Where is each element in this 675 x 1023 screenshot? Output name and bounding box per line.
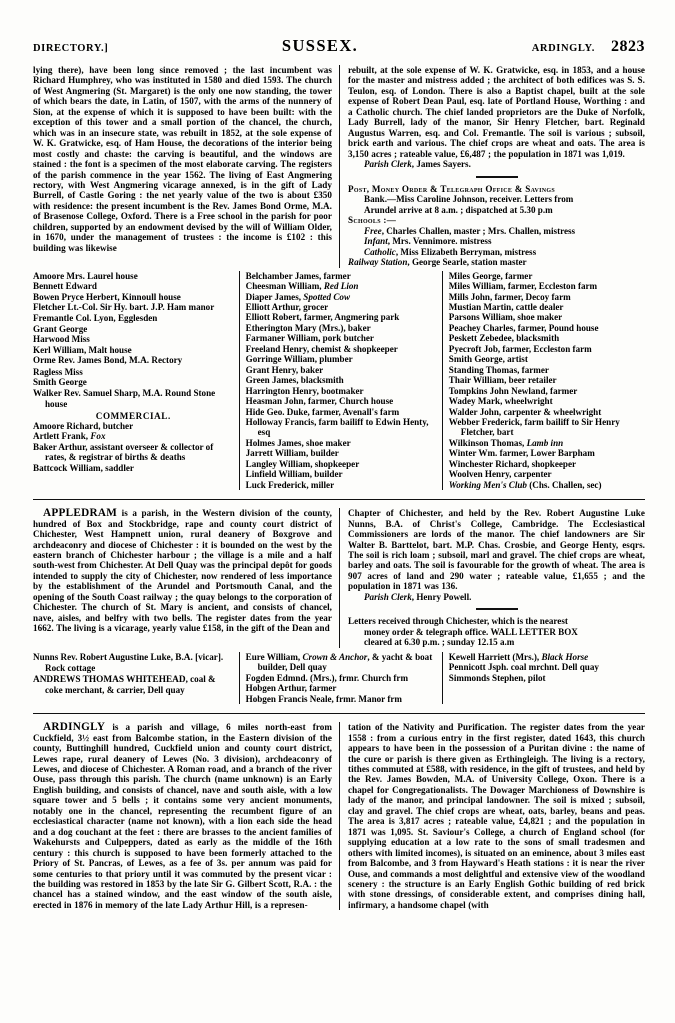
- appledram-text-columns: [33, 508, 645, 648]
- list-item: Heasman John, farmer, Church house: [245, 396, 394, 407]
- railway-station-detail: , George Searle, station master: [407, 257, 527, 268]
- list-item: Mustian Martin, cattle dealer: [448, 302, 564, 313]
- parish-separator-rule-1: [33, 499, 645, 500]
- letters-line3: cleared at 6.30 p.m. ; sunday 12.15 a.m: [364, 637, 515, 648]
- angmering-post-office-block: [348, 184, 645, 268]
- list-item: Kerl William, Malt house: [33, 344, 132, 355]
- list-item: Holmes James, shoe maker: [245, 437, 351, 448]
- list-item: Parsons William, shoe maker: [448, 312, 563, 323]
- list-item: Artlett Frank, Fox: [33, 431, 106, 442]
- appledram-directory-column-2: [239, 652, 442, 704]
- angmering-left-column: [33, 65, 339, 268]
- railway-station-label: Railway Station: [348, 257, 408, 268]
- list-item: Standing Thomas, farmer: [448, 364, 549, 375]
- list-item: Walker Rev. Samuel Sharp, M.A. Round Stone house: [33, 387, 216, 410]
- list-item: Winchester Richard, shopkeeper: [448, 458, 577, 469]
- list-item: Elliott Robert, farmer, Angmering park: [245, 312, 400, 323]
- appledram-directory-column-1: [33, 652, 239, 704]
- list-item: Walder John, carpenter & wheelwright: [448, 406, 602, 417]
- list-item: Fletcher Lt.-Col. Sir Hy. bart. J.P. Ham manor: [33, 302, 215, 314]
- angmering-right-paragraph: rebuilt, at the sole expense of W. K. Gratwicke, esq. in 1853, and a house for the master and mistress added ; the architect of both edifices was S. S. Teulon, esq. of London. There is also a Baptist chapel, built at the sole expense of Robert Dean Paul, esq. late of Portland House, Worthing : and a Catholic church. The chief landed proprietors are the Duke of Norfolk, Lady Burrell, lady of the manor, Sir Henry Fletcher, bart. Reginald Augustus Warren, esq. and Col. Fremantle. The soil is various ; subsoil, brick earth and various. The chief crops are wheat and oats. The area is 3,150 acres ; rateable value, £6,487 ; the population in 1871 was 1,019.: [348, 65, 645, 159]
- page-sheet: [33, 36, 645, 1001]
- list-item: Fogden Edmnd. (Mrs.), frmr. Church frm: [245, 672, 409, 683]
- list-item: Hobgen Arthur, farmer: [245, 683, 337, 694]
- running-head-place-label: ARDINGLY.: [531, 43, 595, 54]
- school-infant-detail: , Mrs. Vennimore. mistress: [387, 236, 492, 247]
- list-item: Battcock William, saddler: [33, 462, 134, 473]
- angmering-parish-clerk-label: Parish Clerk: [364, 159, 412, 170]
- school-catholic-detail: , Miss Elizabeth Berryman, mistress: [395, 246, 537, 257]
- post-office-line3: Arundel arrive at 8 a.m. ; dispatched at 5.30 p.m: [364, 204, 553, 215]
- appledram-left-text: is a parish, in the Western division of the county, hundred of Box and Stockbridge, rape and county court district of Chichester, West Hampnett union, rural deanery of Boxgrove and archdeaconry and diocese of Chichester : it is bounded on the west by the eastern branch of Chichester harbour ; the village is a mile and a half south-west from Chichester. At Dell Quay was the principal depôt for goods intended to supply the city of Chichester, now rendered of less importance by the establishment of the Arundel and Portsmouth Canal, and the opening of the South Coast railway ; the quay belongs to the corporation of Chichester. The church of St. Mary is ancient, and consists of chancel, nave, aisles, and belfry with two bells. The register dates from the year 1662. The living is a vicarage, yearly value £158, in the gift of the Dean and: [33, 508, 332, 634]
- running-head-left: [33, 43, 108, 54]
- ardingly-left-paragraph: [33, 722, 332, 910]
- appledram-parish-clerk-label: Parish Clerk: [364, 591, 412, 602]
- angmering-directory-column-2: [239, 271, 442, 491]
- list-item: Freeland Henry, chemist & shopkeeper: [245, 343, 398, 354]
- parish-separator-rule-2: [33, 713, 645, 714]
- angmering-left-paragraph: lying there), have been long since removed ; the last incumbent was Richard Humphrey, who was instituted in 1580 and died 1593. The church of West Angmering (St. Margaret) is the only one now standing, the tower of which bears the date, in Latin, of 1507, with the arms of the nunnery of Sion, at the expense of which it is supposed to have been built: with the exception of this tower and a small portion of the chancel, the church, which was in an insecure state, was rebuilt in 1852, at the sole expense of W. K. Gratwicke, esq. of Ham House, the decorations of the interior being most costly and chaste: the carving is beautiful, and the windows are stained : the font is a specimen of the most elaborate carving. The registers of the parish commence in the year 1562. The living of East Angmering rectory, with West Angmering vicarage annexed, is in the gift of Lady Burrell, of Castle Goring : the net yearly value of the two is about £350 with residence: the present incumbent is the Rev. James Bond Orme, M.A. of Brasenose College, Oxford. There is a Free school in the parish for poor children, supported by an endowment devised by the will of William Older, in 1670, under the management of trustees : the income is £102 : this building was likewise: [33, 65, 332, 253]
- running-head-directory-label: DIRECTORY.]: [33, 43, 109, 54]
- appledram-directory-column-3: [442, 652, 645, 704]
- list-item: Amoore Richard, butcher: [33, 421, 134, 432]
- list-item: Webber Frederick, farm bailiff to Sir Henry Fletcher, bart: [448, 417, 620, 438]
- school-infant: [348, 236, 645, 247]
- list-item: Simmonds Stephen, pilot: [448, 672, 546, 683]
- letters-line2: money order & telegraph office. WALL LETTER BOX: [364, 626, 578, 637]
- list-item: Elliott Arthur, grocer: [245, 302, 329, 313]
- list-item: Peskett Zebedee, blacksmith: [448, 333, 560, 344]
- list-item: Pennicott Jsph. coal mrchnt. Dell quay: [448, 662, 599, 673]
- list-item: Diaper James, Spotted Cow: [245, 291, 351, 302]
- list-item: Miles William, farmer, Eccleston farm: [448, 281, 598, 292]
- ardingly-place-name: ARDINGLY: [43, 721, 106, 734]
- angmering-parish-clerk-name: , James Sayers.: [411, 159, 471, 170]
- list-item: Harwood Miss: [33, 334, 90, 345]
- appledram-right-paragraph: Chapter of Chichester, and held by the Rev. Robert Augustine Luke Nunns, B.A. of Christ's College, Cambridge. The Ecclesiastical Commissioners are lords of the manor. The chief landowners are Sir Walter B. Barttelot, bart. M.P. Chas. Crosbie, and George Henty, esqrs. The soil is rich loam ; subsoil, marl and gravel. The chief crops are wheat, barley and oats. The soil is favourable for the growth of wheat. The area is 907 acres of land and 290 water ; rateable value, £1,655 ; and the population in 1871 was 136.: [348, 508, 645, 592]
- list-item: Ragless Miss: [33, 366, 83, 377]
- list-item: Bennett Edward: [33, 281, 97, 292]
- list-item: Luck Frederick, miller: [245, 479, 335, 490]
- railway-station: [348, 257, 645, 268]
- post-office-line2: Bank.—Miss Caroline Johnson, receiver. Letters from: [364, 194, 574, 205]
- list-item: Linfield William, builder: [245, 469, 343, 480]
- list-item: Wadey Mark, wheelwright: [448, 396, 553, 407]
- ardingly-left-column: [33, 722, 339, 910]
- list-item: Miles George, farmer: [448, 270, 533, 281]
- list-item: Wilkinson Thomas, Lamb inn: [448, 437, 564, 448]
- school-infant-label: Infant: [364, 236, 388, 247]
- angmering-directory-column-1: [33, 271, 239, 491]
- section-divider-rule: [476, 176, 518, 178]
- list-item: Fremantle Col. Lyon, Egglesden: [33, 313, 158, 324]
- list-item: Bowen Pryce Herbert, Kinnoull house: [33, 291, 181, 302]
- list-item: ANDREWS THOMAS WHITEHEAD, coal & coke merchant, & carrier, Dell quay: [33, 673, 216, 696]
- running-head-right: [532, 38, 645, 56]
- list-item: Pyecroft Job, farmer, Eccleston farm: [448, 343, 592, 354]
- commercial-section-heading: COMMERCIAL.: [95, 410, 171, 421]
- list-item: Smith George, artist: [448, 354, 528, 365]
- angmering-parish-clerk: [348, 159, 645, 170]
- list-item: Kewell Harriett (Mrs.), Black Horse: [448, 651, 589, 662]
- list-item: Orme Rev. James Bond, M.A. Rectory: [33, 355, 183, 367]
- angmering-directory-columns: [33, 271, 645, 491]
- appledram-right-column: [339, 508, 645, 648]
- ardingly-left-text: is a parish and village, 6 miles north-east from Cuckfield, 3½ east from Balcombe station, in the Eastern division of the county, Buttinghill hundred, Cuckfield union and county court district, Lewes rape, rural deanery of Lewes (No. 3 division), archdeaconry of Lewes, and diocese of Chichester. A Roman road, and a branch of the river Ouse, pass through this parish. The church (name unknown) is an Early English building, and consists of chancel, nave and south aisle, with a low square tower and 5 bells ; it contains some very ancient monuments, notably one in the chancel, representing the recumbent figure of an ecclesiastical character (name not known), with a lion each side the head and a dog couchant at the feet : there are brasses to the ancient families of Wakehursts and Culpeppers, dated as early as the middle of the 16th century : this church is supposed to have been formerly attached to the Priory of St. Pancras, of Lewes, as a fee of 3s. per annum was paid for some centuries to that priory until it was commuted by the present vicar : the building was restored in 1853 by the late Sir G. Gilbert Scott, R.A. : the chancel has a stained window, and the east window of the south aisle, erected in 1876 in memory of the late Lady Arthur Hill, is a represen-: [33, 722, 332, 910]
- angmering-right-column: [339, 65, 645, 268]
- school-free-label: Free: [364, 225, 382, 236]
- list-item: Working Men's Club (Chs. Challen, sec): [448, 479, 602, 490]
- list-item: Belchamber James, farmer: [245, 270, 351, 281]
- list-item: Jarrett William, builder: [245, 448, 339, 459]
- list-item: Peachey Charles, farmer, Pound house: [448, 322, 599, 333]
- school-catholic: [348, 247, 645, 258]
- list-item: Thair William, beer retailer: [448, 375, 557, 386]
- appledram-letters-block: [348, 616, 645, 648]
- list-item: Harrington Henry, bootmaker: [245, 385, 364, 396]
- list-item: Green James, blacksmith: [245, 375, 344, 386]
- angmering-directory-column-3: [442, 271, 645, 491]
- list-item: Etherington Mary (Mrs.), baker: [245, 322, 371, 333]
- running-head-county-title: SUSSEX.: [281, 36, 359, 55]
- list-item: Holloway Francis, farm bailiff to Edwin Henty, esq: [245, 417, 429, 438]
- list-item: Cheesman William, Red Lion: [245, 281, 359, 292]
- appledram-left-paragraph: [33, 508, 332, 633]
- appledram-parish-clerk: [348, 592, 645, 603]
- section-divider-rule: [476, 608, 518, 610]
- list-item: Hide Geo. Duke, farmer, Avenall's farm: [245, 406, 400, 417]
- list-item: Baker Arthur, assistant overseer & collector of rates, & registrar of births & deaths: [33, 441, 214, 463]
- appledram-left-column: [33, 508, 339, 648]
- list-item: Eure William, Crown & Anchor, & yacht & boat builder, Dell quay: [245, 651, 433, 673]
- running-head: [33, 36, 645, 56]
- letters-line1: Letters received through Chichester, which is the nearest: [348, 616, 568, 627]
- page-number: 2823: [610, 38, 645, 55]
- list-item: Amoore Mrs. Laurel house: [33, 270, 138, 281]
- list-item: Farmaner William, pork butcher: [245, 333, 374, 344]
- ardingly-text-columns: [33, 722, 645, 910]
- angmering-text-columns: [33, 65, 645, 268]
- appledram-parish-clerk-name: , Henry Powell.: [411, 591, 472, 602]
- appledram-directory-columns: [33, 652, 645, 704]
- list-item: Gorringe William, plumber: [245, 354, 353, 365]
- list-item: Hobgen Francis Neale, frmr. Manor frm: [245, 693, 402, 704]
- appledram-place-name: APPLEDRAM: [43, 507, 118, 520]
- list-item: Langley William, shopkeeper: [245, 458, 360, 469]
- list-item: Smith George: [33, 377, 87, 388]
- school-free: [348, 226, 645, 237]
- list-item: Grant George: [33, 323, 88, 334]
- list-item: Grant Henry, baker: [245, 364, 324, 375]
- list-item: Woolven Henry, carpenter: [448, 469, 552, 480]
- list-item: Tompkins John Newland, farmer: [448, 385, 578, 396]
- list-item: Mills John, farmer, Decoy farm: [448, 291, 571, 302]
- schools-heading: Schools :—: [348, 215, 397, 226]
- school-catholic-label: Catholic: [364, 246, 396, 257]
- school-free-detail: , Charles Challen, master ; Mrs. Challen, mistress: [381, 225, 576, 236]
- ardingly-right-column: [339, 722, 645, 910]
- ardingly-right-paragraph: tation of the Nativity and Purification. The register dates from the year 1558 : from a curious entry in the first register, dated 1643, this church appears to have been in the possession of a Puritan divine : the name of the cure or parish is there given as Erthingleigh. The living is a rectory, tithes commuted at £588, with residence, in the gift of trustees, and held by the Rev. James Bowden, M.A. of University College, Oxon. There is a chapel for Congregationalists. The Dowager Marchioness of Downshire is lady of the manor, and principal landowner. The soil is mixed ; subsoil, clay and gravel. The chief crops are wheat, oats, barley, beans and peas. The area is 3,817 acres ; rateable value, £4,821 ; and the population in 1871 was 1,095. St. Saviour's College, a church of England school (for supplying education at a low rate to the sons of small tradesmen and others with limited incomes), is situated on an eminence, about 3 miles east from Balcombe, and 3 from Hayward's Heath stations : it is near the river Ouse, and commands a most delightful and extensive view of the woodland scenery : the structure is an Early English Gothic building of red brick with stone dressings, of considerable extent, and comprises dining hall, infirmary, a handsome chapel (with: [348, 722, 645, 910]
- list-item: Nunns Rev. Robert Augustine Luke, B.A. [vicar]. Rock cottage: [33, 651, 224, 674]
- list-item: Winter Wm. farmer, Lower Barpham: [448, 448, 595, 459]
- post-office-heading: Post, Money Order & Telegraph Office & Savings: [348, 183, 555, 194]
